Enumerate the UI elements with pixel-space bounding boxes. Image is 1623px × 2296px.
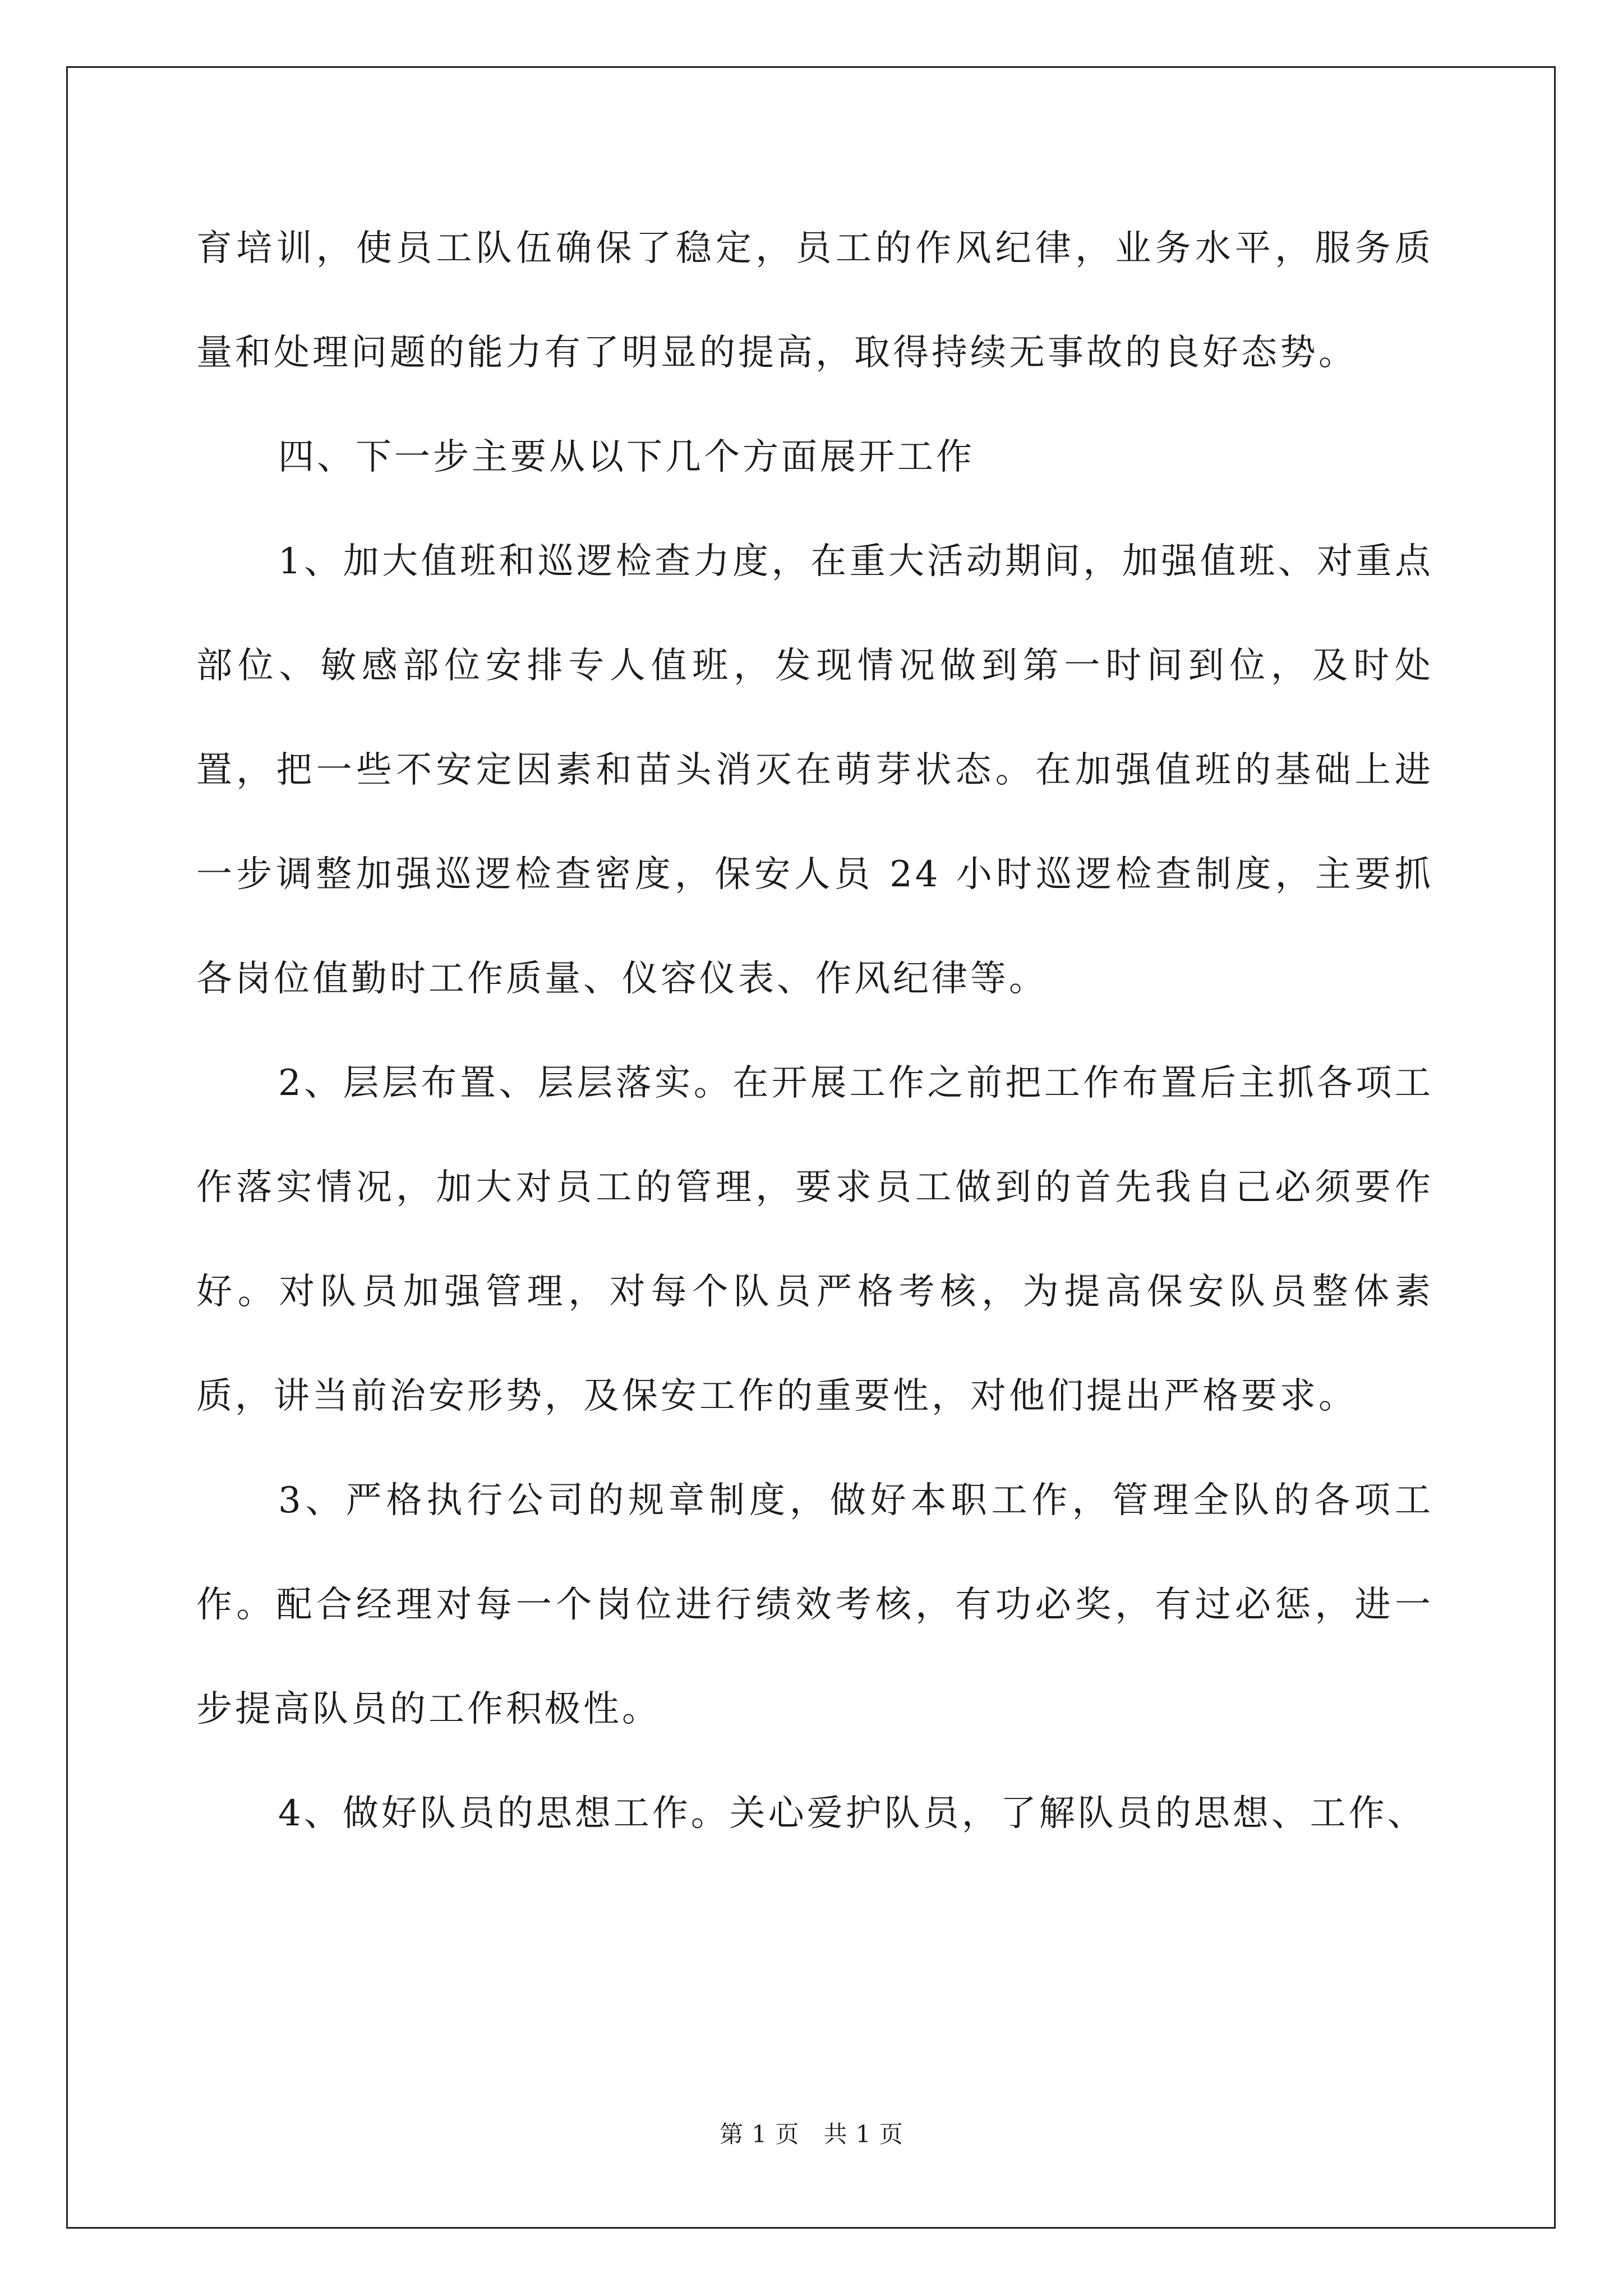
section-heading: 四、下一步主要从以下几个方面展开工作: [278, 436, 975, 478]
page-number-footer: 第 1 页 共 1 页: [720, 2120, 903, 2148]
paragraph-item-2: 2、层层布置、层层落实。在开展工作之前把工作布置后主抓各项工作落实情况，加大对员工的管理，要求员工做到的首先我自己必须要作好。对队员加强管理，对每个队员严格考核，为提高保安队员整体素质，讲当前治安形势，及保安工作的重要性，对他们提出严格要求。: [196, 1062, 1433, 1417]
paragraph-item-4: 4、做好队员的思想工作。关心爱护队员，了解队员的思想、工作、: [278, 1793, 1426, 1834]
paragraph-item-1: 1、加大值班和巡逻检查力度，在重大活动期间，加强值班、对重点部位、敏感部位安排专人值班，发现情况做到第一时间到位，及时处置，把一些不安定因素和苗头消灭在萌芽状态。在加强值班的基础上进一步调整加强巡逻检查密度，保安人员 24 小时巡逻检查制度，主要抓各岗位值勤时工作质量、仪容仪表、作风纪律等。: [196, 541, 1433, 1000]
document-body: [196, 196, 1433, 1866]
paragraph-continuation: 育培训，使员工队伍确保了稳定，员工的作风纪律，业务水平，服务质量和处理问题的能力有了明显的提高，取得持续无事故的良好态势。: [196, 228, 1433, 374]
paragraph-item-3: 3、严格执行公司的规章制度，做好本职工作，管理全队的各项工作。配合经理对每一个岗位进行绩效考核，有功必奖，有过必惩，进一步提高队员的工作积极性。: [196, 1480, 1433, 1730]
